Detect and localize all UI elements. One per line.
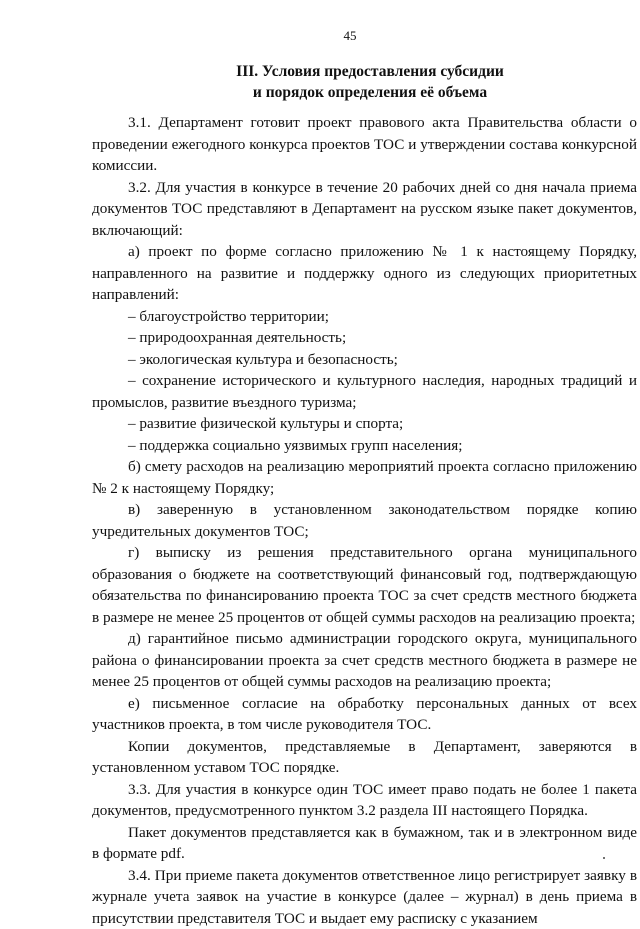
paragraph-packet: Пакет документов представляется как в бумажном, так и в электронном виде в формате pdf. <box>92 822 637 865</box>
paragraph-3-1: 3.1. Департамент готовит проект правового акта Правительства области о проведении ежегодного конкурса проектов ТОС и утверждении состава конкурсной комиссии. <box>92 112 637 177</box>
paragraph-item-d: д) гарантийное письмо администрации городского округа, муниципального района о финансировании проекта за счет средств местного бюджета в размере не менее 25 процентов от общей суммы расходов на реализацию проекта; <box>92 628 637 693</box>
section-heading <box>0 61 640 103</box>
section-heading-line-2: и порядок определения её объема <box>0 82 640 103</box>
section-heading-line-1: III. Условия предоставления субсидии <box>0 61 640 82</box>
dash-item-3: – экологическая культура и безопасность; <box>92 349 637 371</box>
dash-item-1: – благоустройство территории; <box>92 306 637 328</box>
paragraph-item-e: е) письменное согласие на обработку персональных данных от всех участников проекта, в том числе руководителя ТОС. <box>92 693 637 736</box>
page-number: 45 <box>0 28 640 44</box>
dash-item-4: – сохранение исторического и культурного наследия, народных традиций и промыслов, развитие въездного туризма; <box>92 370 637 413</box>
paragraph-3-3: 3.3. Для участия в конкурсе один ТОС имеет право подать не более 1 пакета документов, предусмотренного пунктом 3.2 раздела III настоящего Порядка. <box>92 779 637 822</box>
paragraph-3-2: 3.2. Для участия в конкурсе в течение 20 рабочих дней со дня начала приема документов ТОС представляют в Департамент на русском языке пакет документов, включающий: <box>92 177 637 242</box>
dash-item-5: – развитие физической культуры и спорта; <box>92 413 637 435</box>
body-text <box>92 112 637 929</box>
paragraph-copies: Копии документов, представляемые в Департамент, заверяются в установленном уставом ТОС порядке. <box>92 736 637 779</box>
paragraph-item-b: б) смету расходов на реализацию мероприятий проекта согласно приложению № 2 к настоящему Порядку; <box>92 456 637 499</box>
paragraph-item-g: г) выписку из решения представительного органа муниципального образования о бюджете на соответствующий финансовый год, подтверждающую обязательства по финансированию проекта ТОС за счет средств местного бюджета в размере не менее 25 процентов от общей суммы расходов на реализацию проекта; <box>92 542 637 628</box>
dash-item-6: – поддержка социально уязвимых групп населения; <box>92 435 637 457</box>
scan-speck <box>603 857 605 859</box>
dash-item-2: – природоохранная деятельность; <box>92 327 637 349</box>
paragraph-item-v: в) заверенную в установленном законодательством порядке копию учредительных документов ТОС; <box>92 499 637 542</box>
paragraph-item-a: а) проект по форме согласно приложению № 1 к настоящему Порядку, направленного на развитие и поддержку одного из следующих приоритетных направлений: <box>92 241 637 306</box>
paragraph-3-4: 3.4. При приеме пакета документов ответственное лицо регистрирует заявку в журнале учета заявок на участие в конкурсе (далее – журнал) в день приема в присутствии представителя ТОС и выдает ему расписку с указанием <box>92 865 637 929</box>
